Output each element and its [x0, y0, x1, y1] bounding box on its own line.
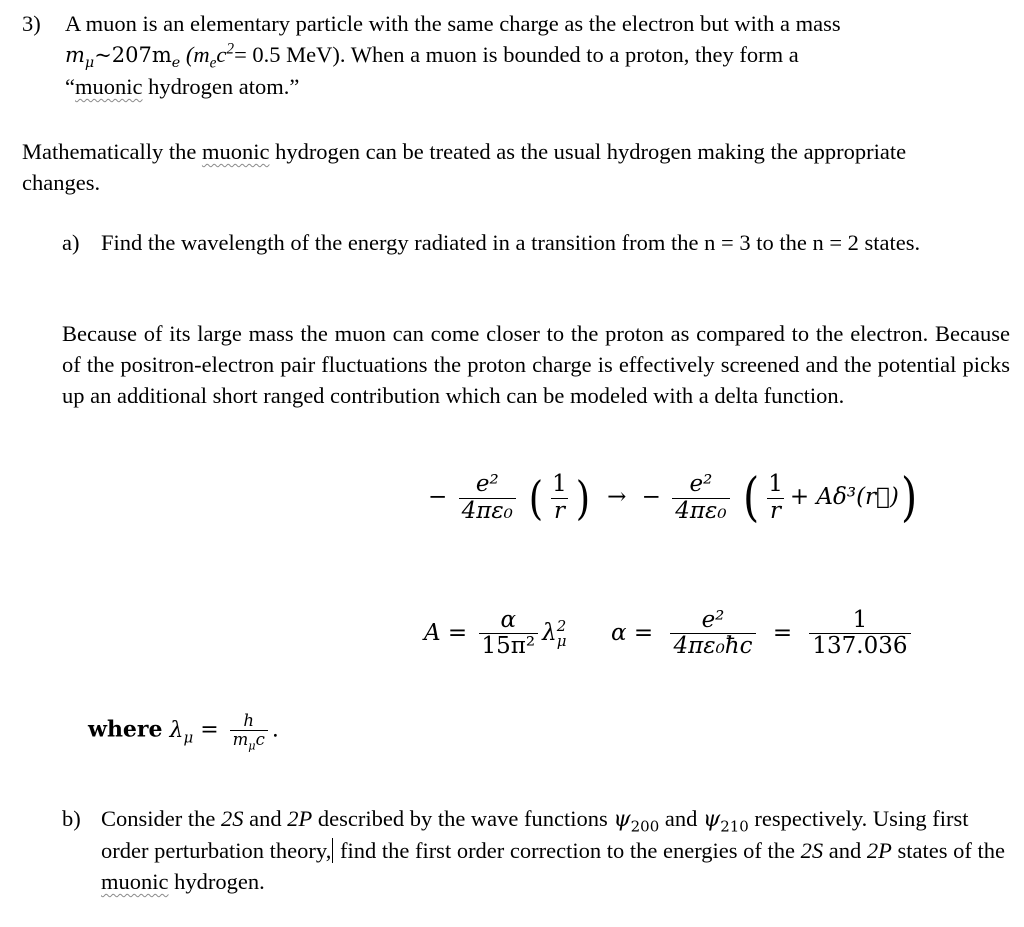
eq1-frac-2-den: 4πε₀ [672, 498, 729, 524]
psi-symbol-1: ψ [613, 807, 631, 832]
b-and-2: and [659, 806, 703, 831]
eq2-lambda-symbol: λ [542, 619, 557, 646]
eq2-lambda-sup: 2 [556, 616, 567, 635]
paragraph-1 [22, 136, 952, 198]
b-and-3: and [823, 838, 867, 863]
eq1-minus-2: − [641, 484, 661, 510]
where-lambda [169, 717, 194, 747]
b-and-1: and [243, 806, 288, 831]
eq1-paren-open: ( [529, 471, 544, 525]
intro-line-2 [65, 39, 1015, 71]
eq2-A-den: 15π² [479, 633, 539, 659]
b-text-f: hydrogen. [168, 869, 265, 894]
where-den-sub: μ [248, 739, 256, 753]
open-quote: “ [65, 74, 75, 99]
where-den-m: m [232, 730, 249, 750]
eq2-alpha-lhs: α = [611, 619, 654, 646]
para1-before: Mathematically the [22, 139, 202, 164]
eq1-big-paren-close: ) [900, 468, 918, 528]
b-text-d: find the first order correction to the energies of the [334, 838, 801, 863]
part-a-label: a) [62, 230, 80, 255]
part-b-text [101, 803, 1011, 897]
potential-equation [428, 468, 919, 528]
eq1-frac-1-den: 4πε₀ [459, 498, 516, 524]
eq2-equals: = [772, 619, 793, 646]
approx-sub: e [171, 55, 181, 72]
eq2-A-num: α [500, 607, 517, 633]
eq2-alpha-num: e² [701, 607, 725, 633]
eq1-one-over-r-2 [765, 472, 786, 524]
problem-intro [65, 8, 1015, 102]
spellcheck-word: muonic [75, 74, 143, 99]
where-period: . [271, 717, 279, 743]
where-clause [88, 711, 279, 753]
psi-sub-200: 200 [630, 817, 660, 836]
energy-sup: 2 [226, 40, 235, 58]
intro-line-3-rest: hydrogen atom.” [142, 74, 300, 99]
b-text-b: described by the wave functions [312, 806, 614, 831]
eq1-delta-term: + Aδ³(r⃗) [789, 484, 899, 510]
eq2-A-frac [479, 608, 539, 660]
eq1-big-paren-open: ( [742, 468, 760, 528]
eq1-frac-1 [459, 472, 516, 524]
b-2s: 2S [220, 806, 244, 831]
para1-after: hydrogen can be treated as the usual hydrogen making the appropriate changes. [22, 139, 907, 195]
b-2p-again: 2P [866, 838, 892, 863]
b-text-a: Consider the [101, 806, 221, 831]
mass-m: m [65, 43, 85, 67]
where-word: where [88, 716, 163, 743]
where-lambda-symbol: λ [169, 717, 184, 743]
eq1-frac-2-num: e² [689, 471, 713, 498]
part-a-text: Find the wavelength of the energy radiated in a transition from the n = 3 to the n = 2 states. [101, 230, 921, 255]
mass-sub: μ [84, 55, 95, 72]
psi-210 [702, 807, 749, 836]
mass-approx [94, 43, 181, 72]
eq1-r: r [551, 498, 568, 524]
eq1-frac-1-num: e² [475, 471, 499, 498]
coupling-equation [424, 608, 915, 660]
intro-line-1: A muon is an elementary particle with the same charge as the electron but with a mass [65, 11, 841, 36]
intro-line-3 [65, 71, 1015, 102]
energy-c: = 0.5 MeV). When a muon is bounded to a proton, they form a [234, 42, 799, 67]
paragraph-2: Because of its large mass the muon can come closer to the proton as compared to the electron. Because of the positron-electron pair fluctuations the proton charge is effectively screened and the potential picks up an additional short ranged contribution which can be modeled with a delta function. [62, 321, 1010, 408]
spellcheck-word: muonic [201, 139, 270, 164]
psi-200 [613, 807, 660, 836]
where-frac [230, 711, 268, 753]
where-den-c: c [255, 730, 265, 750]
eq2-value-num: 1 [852, 607, 868, 633]
eq1-arrow: → [607, 484, 627, 510]
eq2-value-frac [809, 608, 910, 660]
eq2-lambda-sub: μ [556, 631, 567, 650]
spellcheck-word: muonic [101, 869, 169, 894]
eq2-lambda [542, 616, 567, 650]
psi-sub-210: 210 [720, 817, 749, 836]
eq1-r-2: r [767, 498, 784, 524]
b-text-c: respectively. Using first order perturbation theory, [101, 806, 969, 863]
eq2-value-den: 137.036 [809, 633, 910, 659]
eq1-one-over-r [549, 472, 570, 524]
eq2-alpha-frac [670, 608, 755, 660]
where-equals: = [200, 717, 219, 743]
b-2p: 2P [287, 806, 313, 831]
part-b-label: b) [62, 806, 81, 831]
problem-number: 3) [22, 11, 41, 36]
b-text-e: states of the [891, 838, 1005, 863]
eq2-alpha-den: 4πε₀ħc [670, 633, 755, 659]
muon-mass-symbol [65, 43, 95, 72]
energy-b: c [216, 42, 227, 67]
eq2-A-lhs: A = [424, 619, 468, 646]
psi-symbol-2: ψ [702, 807, 721, 832]
rest-energy [180, 40, 235, 72]
b-2s-again: 2S [800, 838, 824, 863]
eq2-lambda-scripts [556, 616, 567, 650]
eq1-one: 1 [552, 471, 567, 498]
where-lambda-sub: μ [183, 728, 194, 747]
eq1-minus-1: − [428, 484, 448, 510]
approx-text: ~207m [94, 43, 172, 67]
eq1-one-2: 1 [768, 471, 783, 498]
energy-sub: e [209, 54, 217, 72]
eq1-paren-close: ) [575, 471, 590, 525]
energy-a: (m [180, 42, 210, 67]
where-num: h [243, 711, 255, 730]
eq1-frac-2 [672, 472, 729, 524]
